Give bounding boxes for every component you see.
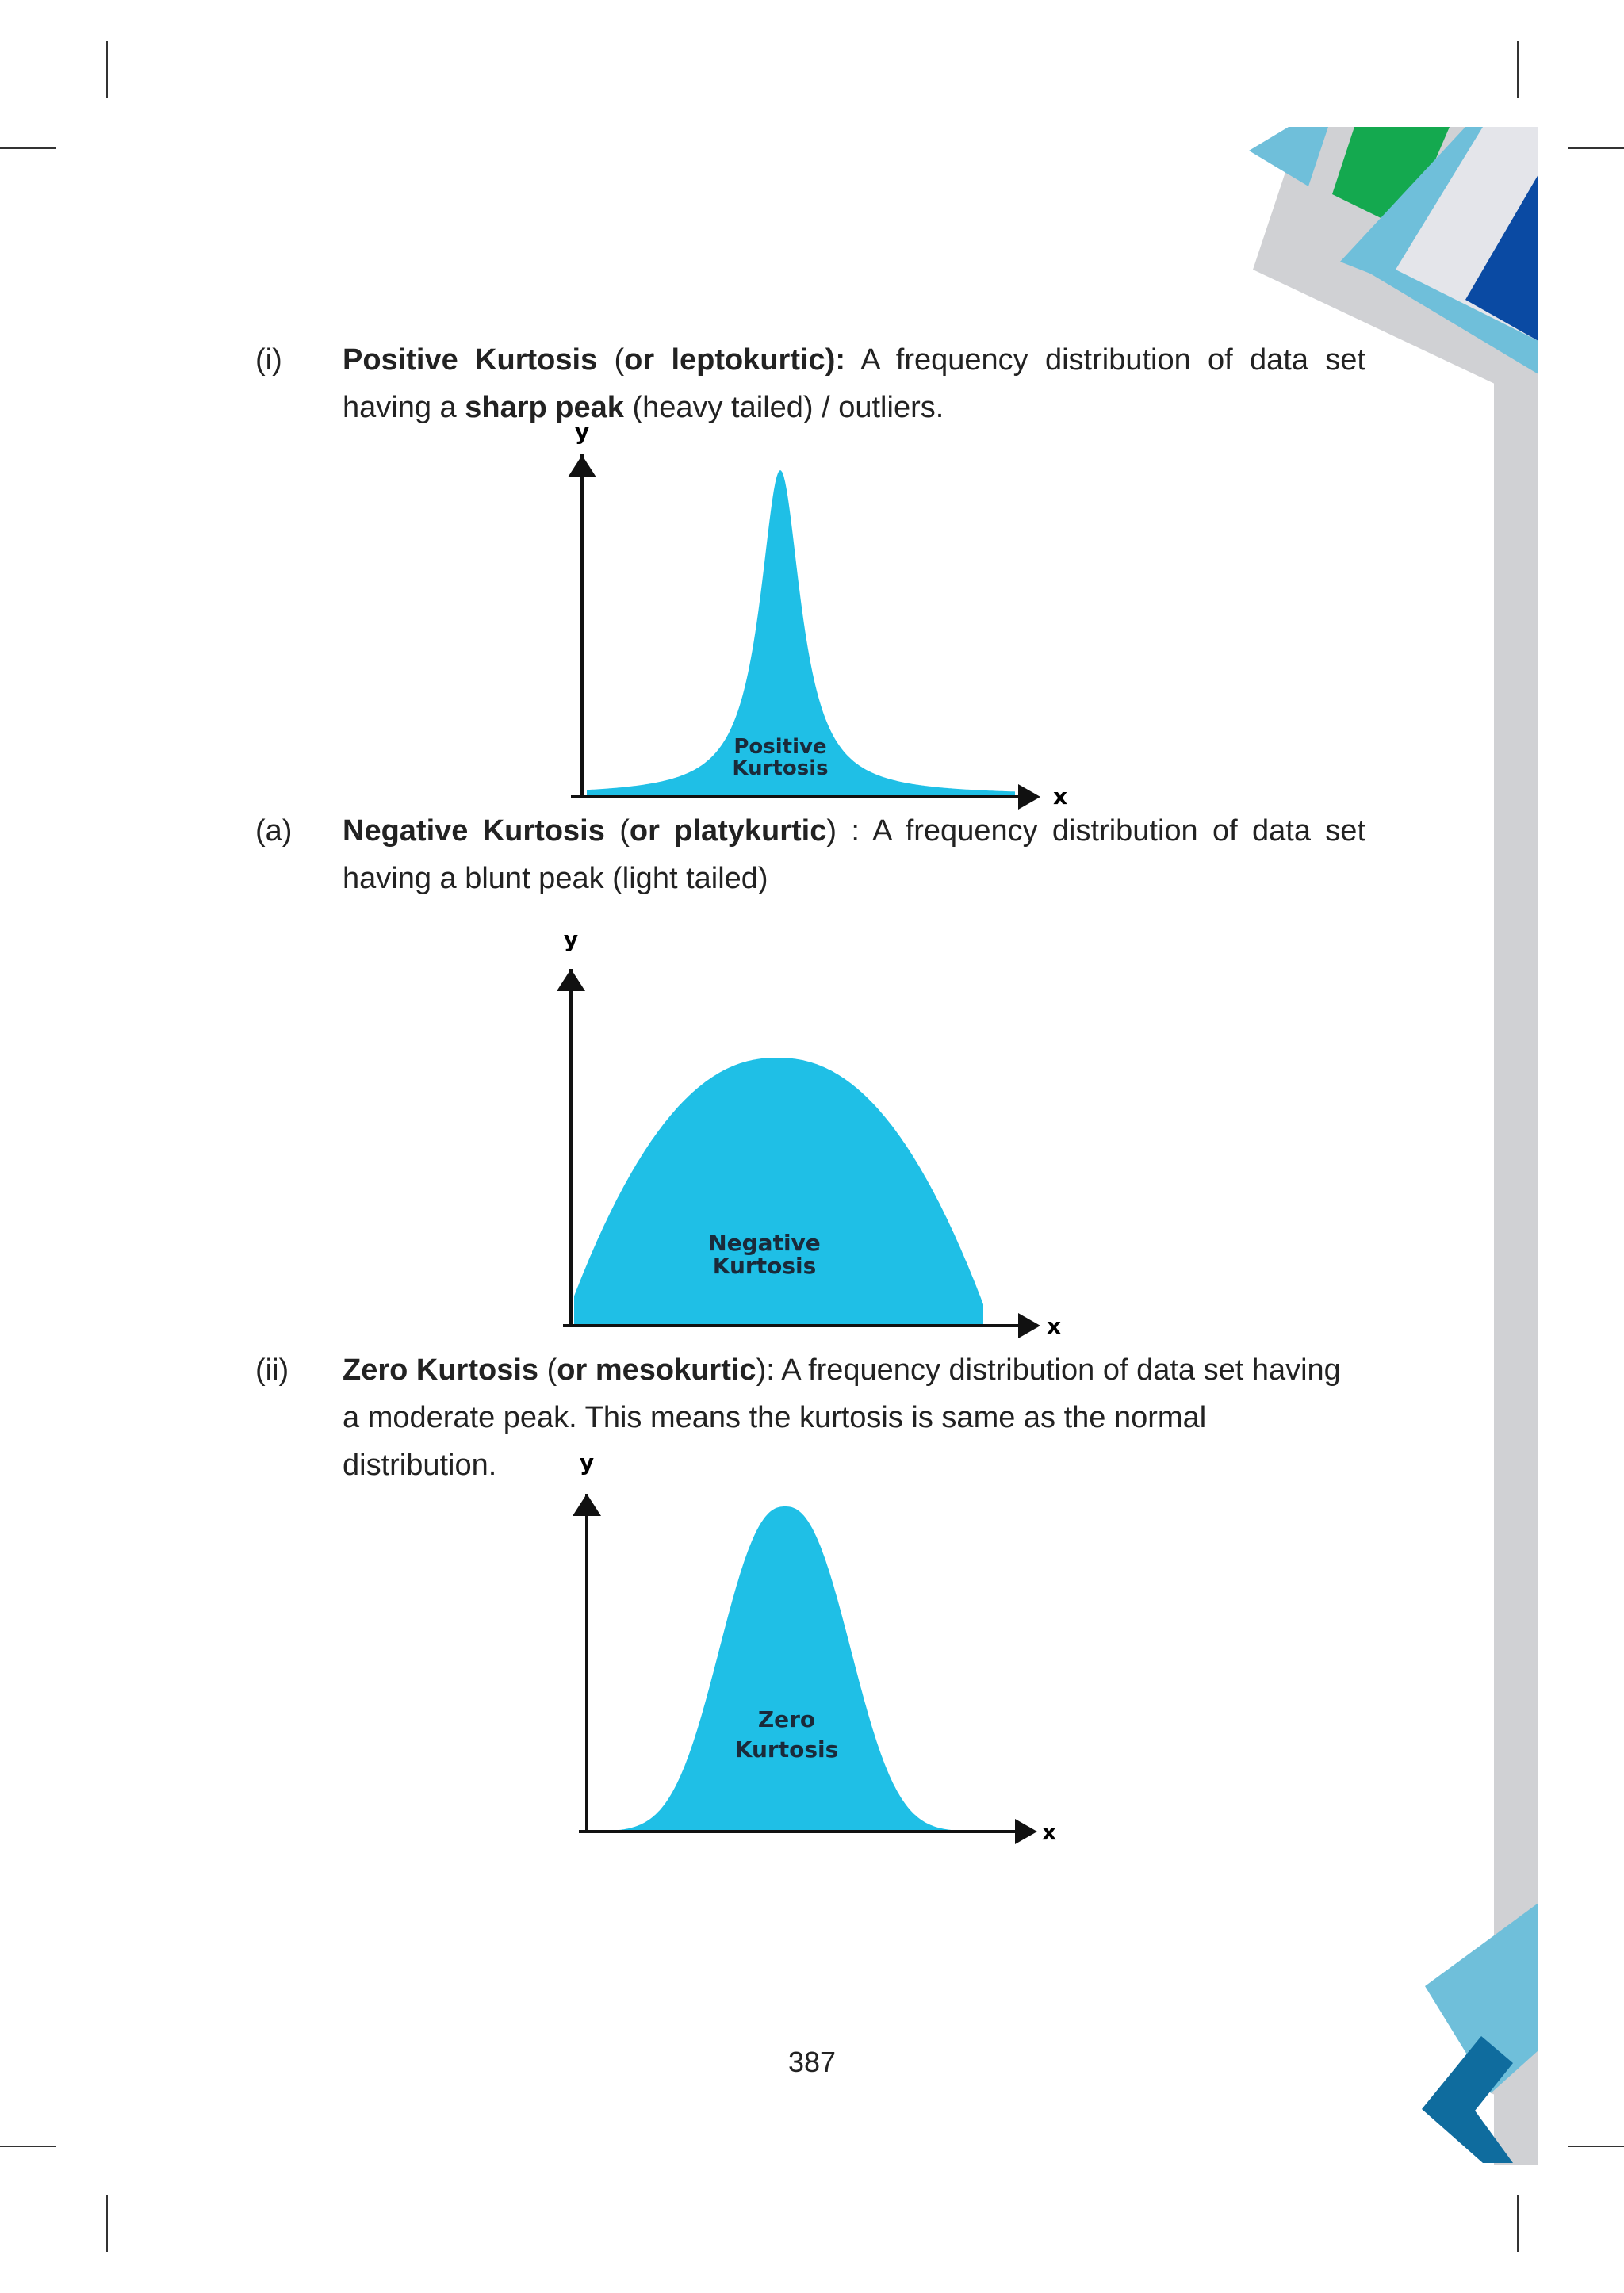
zero-kurtosis-figure bbox=[555, 1445, 1071, 1857]
x-axis-label: x bbox=[1047, 1313, 1062, 1339]
side-band bbox=[1494, 317, 1538, 2165]
x-axis-label: x bbox=[1053, 783, 1068, 810]
y-axis-arrow bbox=[557, 969, 585, 991]
x-axis-label: x bbox=[1042, 1819, 1057, 1845]
term-alias: or platykurtic bbox=[629, 814, 827, 848]
y-axis-arrow bbox=[568, 455, 596, 477]
y-axis-label: y bbox=[563, 926, 579, 952]
curve-label-line-2: Kurtosis bbox=[734, 1736, 839, 1763]
item-number: (a) bbox=[255, 814, 293, 848]
y-axis-label: y bbox=[579, 1449, 595, 1476]
term: Zero Kurtosis bbox=[343, 1353, 539, 1387]
definition-text: Zero Kurtosis (or mesokurtic): A frequency distribution of data set having a moderate peak. This means the kurtosis is same as the normal distribution. bbox=[343, 1353, 1341, 1482]
term: Negative Kurtosis bbox=[343, 814, 605, 848]
item-number: (i) bbox=[255, 343, 282, 377]
x-axis-arrow bbox=[1018, 1313, 1040, 1338]
curve-label-line-1: Zero bbox=[757, 1706, 816, 1732]
x-axis-arrow bbox=[1015, 1819, 1037, 1844]
definition-text: Positive Kurtosis (or leptokurtic): A frequency distribution of data set having a sharp peak (heavy tailed) / outliers. bbox=[343, 343, 1365, 424]
term: Positive Kurtosis bbox=[343, 343, 598, 377]
definition-text: Negative Kurtosis (or platykurtic) : A frequency distribution of data set having a blunt peak (light tailed) bbox=[343, 814, 1365, 895]
y-axis-label: y bbox=[574, 419, 590, 445]
x-axis-arrow bbox=[1018, 784, 1040, 810]
curve-label-line-1: Negative bbox=[708, 1230, 821, 1256]
item-number: (ii) bbox=[255, 1353, 289, 1387]
curve-label-line-1: Positive bbox=[733, 735, 827, 759]
positive-kurtosis-figure bbox=[555, 420, 1071, 817]
platykurtic-curve bbox=[574, 1058, 983, 1326]
negative-kurtosis-figure bbox=[547, 920, 1071, 1348]
curve-label-line-2: Kurtosis bbox=[712, 1253, 817, 1279]
curve-label-line-2: Kurtosis bbox=[732, 756, 829, 780]
y-axis-arrow bbox=[573, 1494, 601, 1516]
term-alias: or mesokurtic bbox=[557, 1353, 756, 1387]
emphasis: sharp peak bbox=[465, 391, 624, 424]
page-number: 387 bbox=[787, 2046, 837, 2078]
term-alias: or leptokurtic bbox=[624, 343, 825, 377]
mesokurtic-curve bbox=[587, 1506, 999, 1832]
